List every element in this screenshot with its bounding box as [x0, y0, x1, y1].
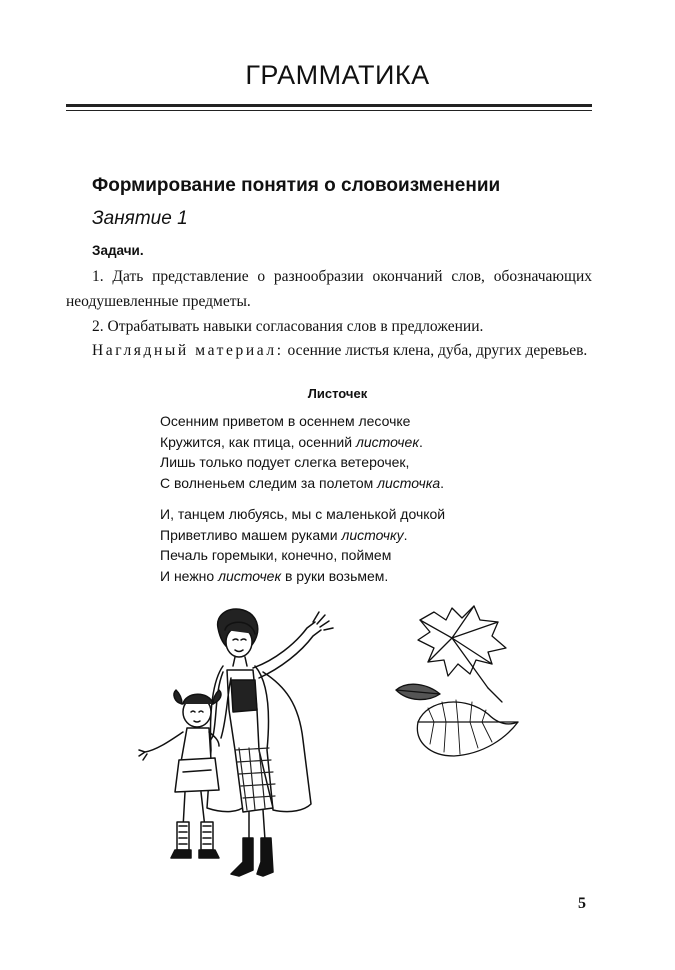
- poem-stanza-2: [160, 504, 445, 586]
- chapter-title: ГРАММАТИКА: [245, 60, 430, 90]
- visual-material-text: осенние листья клена, дуба, других деревьев.: [283, 342, 588, 359]
- poem-line: Лишь только подует слегка ветерочек,: [160, 454, 410, 470]
- mother-daughter-illustration: [135, 600, 380, 885]
- poem-title: Листочек: [307, 386, 368, 401]
- emphasized-word: листочек: [218, 567, 282, 584]
- title-rule-thick: [66, 104, 592, 107]
- poem-line: Печаль горемыки, конечно, поймем: [160, 547, 392, 563]
- emphasized-word: листочек: [355, 433, 419, 450]
- tasks-label: Задачи.: [92, 243, 144, 258]
- section-title: Формирование понятия о словоизменении: [92, 175, 501, 196]
- poem-line: Кружится, как птица, осенний листочек.: [160, 433, 423, 450]
- title-rule-thin: [66, 110, 592, 111]
- lesson-title: Занятие 1: [92, 208, 188, 229]
- poem-line: И, танцем любуясь, мы с маленькой дочкой: [160, 506, 446, 522]
- visual-material-paragraph: [66, 338, 592, 363]
- emphasized-word: листочку: [341, 526, 404, 543]
- poem-line: Приветливо машем руками листочку.: [160, 526, 408, 543]
- poem-stanza-1: [160, 411, 444, 493]
- autumn-leaves-illustration: [388, 598, 534, 760]
- task-1: 1. Дать представление о разнообразии окончаний слов, обозначающих неодушевленные предметы.: [66, 268, 592, 310]
- visual-material-label: Наглядный материал:: [92, 342, 284, 359]
- task-2: 2. Отрабатывать навыки согласования слов в предложении.: [92, 318, 484, 335]
- emphasized-word: листочка: [377, 474, 441, 491]
- page-number: 5: [578, 895, 586, 912]
- poem-line: С волненьем следим за полетом листочка.: [160, 474, 445, 491]
- poem-line: Осенним приветом в осеннем лесочке: [160, 413, 411, 429]
- poem-line: И нежно листочек в руки возьмем.: [160, 567, 389, 584]
